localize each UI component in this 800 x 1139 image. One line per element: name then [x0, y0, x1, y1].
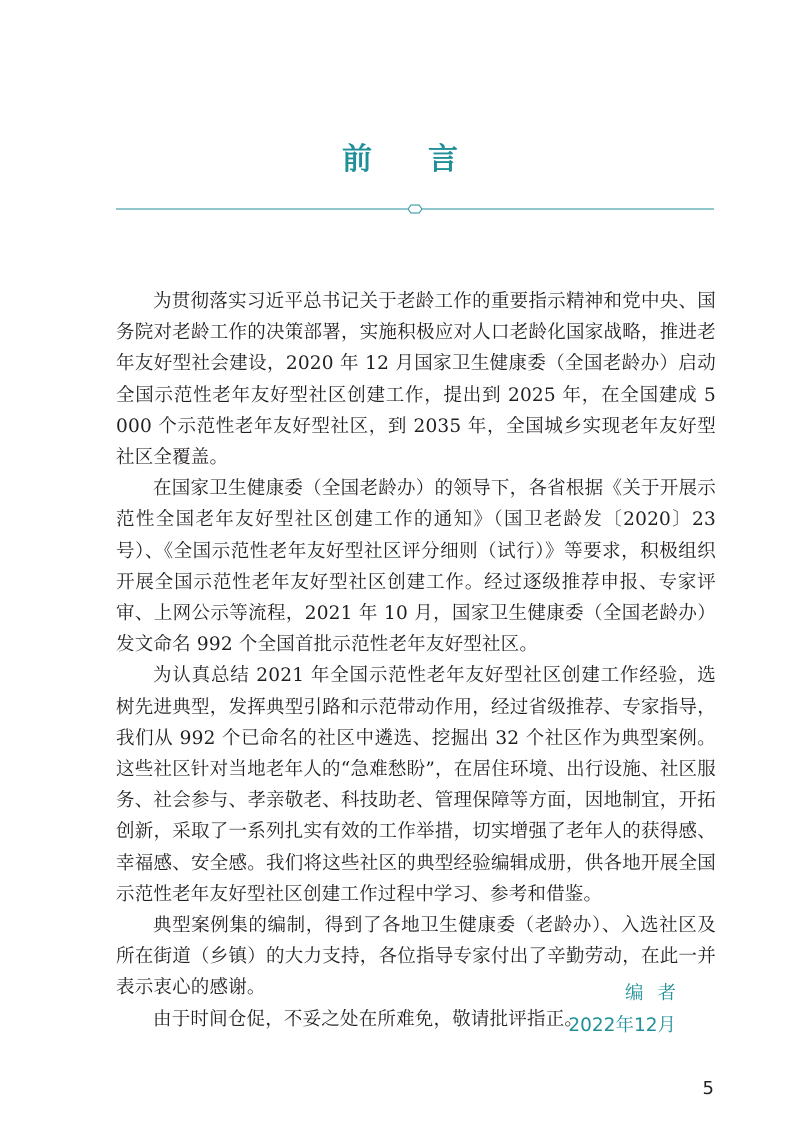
divider-ornament-icon: [408, 205, 422, 213]
page-number: 5: [702, 1078, 714, 1099]
paragraph: 为认真总结 2021 年全国示范性老年友好型社区创建工作经验，选树先进典型，发挥典型引路和示范带动作用，经过省级推荐、专家指导，我们从 992 个已命名的社区中遴选、挖掘出 32 个社区作为典型案例。这些社区针对当地老年人的“急难愁盼”，在居住环境、出行设施、社区服务、社会参与、孝亲敬老、科技助老、管理保障等方面，因地制宜，开拓创新，采取了一系列扎实有效的工作举措，切实增强了老年人的获得感、幸福感、安全感。我们将这些社区的典型经验编辑成册，供各地开展全国示范性老年友好型社区创建工作过程中学习、参考和借鉴。: [116, 665, 716, 905]
preface-body: [116, 286, 716, 1035]
signature-date: 2022年12月: [568, 1015, 676, 1036]
paragraph: 为贯彻落实习近平总书记关于老龄工作的重要指示精神和党中央、国务院对老龄工作的决策部署，实施积极应对人口老龄化国家战略，推进老年友好型社会建设，2020 年 12 月国家卫生健康委（全国老龄办）启动全国示范性老年友好型社区创建工作，提出到 2025 年，在全国建成 5 000 个示范性老年友好型社区，到 2035 年，全国城乡实现老年友好型社区全覆盖。: [116, 291, 716, 469]
paragraph: 由于时间仓促，不妥之处在所难免，敬请批评指正。: [153, 1008, 584, 1030]
paragraph: 在国家卫生健康委（全国老龄办）的领导下，各省根据《关于开展示范性全国老年友好型社区创建工作的通知》（国卫老龄发〔2020〕23 号）、《全国示范性老年友好型社区评分细则（试行）》等要求，积极组织开展全国示范性老年友好型社区创建工作。经过逐级推荐申报、专家评审、上网公示等流程，2021 年 10 月，国家卫生健康委（全国老龄办）发文命名 992 个全国首批示范性老年友好型社区。: [116, 478, 716, 656]
paragraph: 典型案例集的编制，得到了各地卫生健康委（老龄办）、入选社区及所在街道（乡镇）的大力支持，各位指导专家付出了辛勤劳动，在此一并表示衷心的感谢。: [116, 915, 716, 999]
page-title: 前言: [342, 142, 514, 177]
signature-author: 编者: [624, 983, 690, 1004]
title-divider: [116, 203, 714, 215]
signature-block: [568, 978, 690, 1042]
